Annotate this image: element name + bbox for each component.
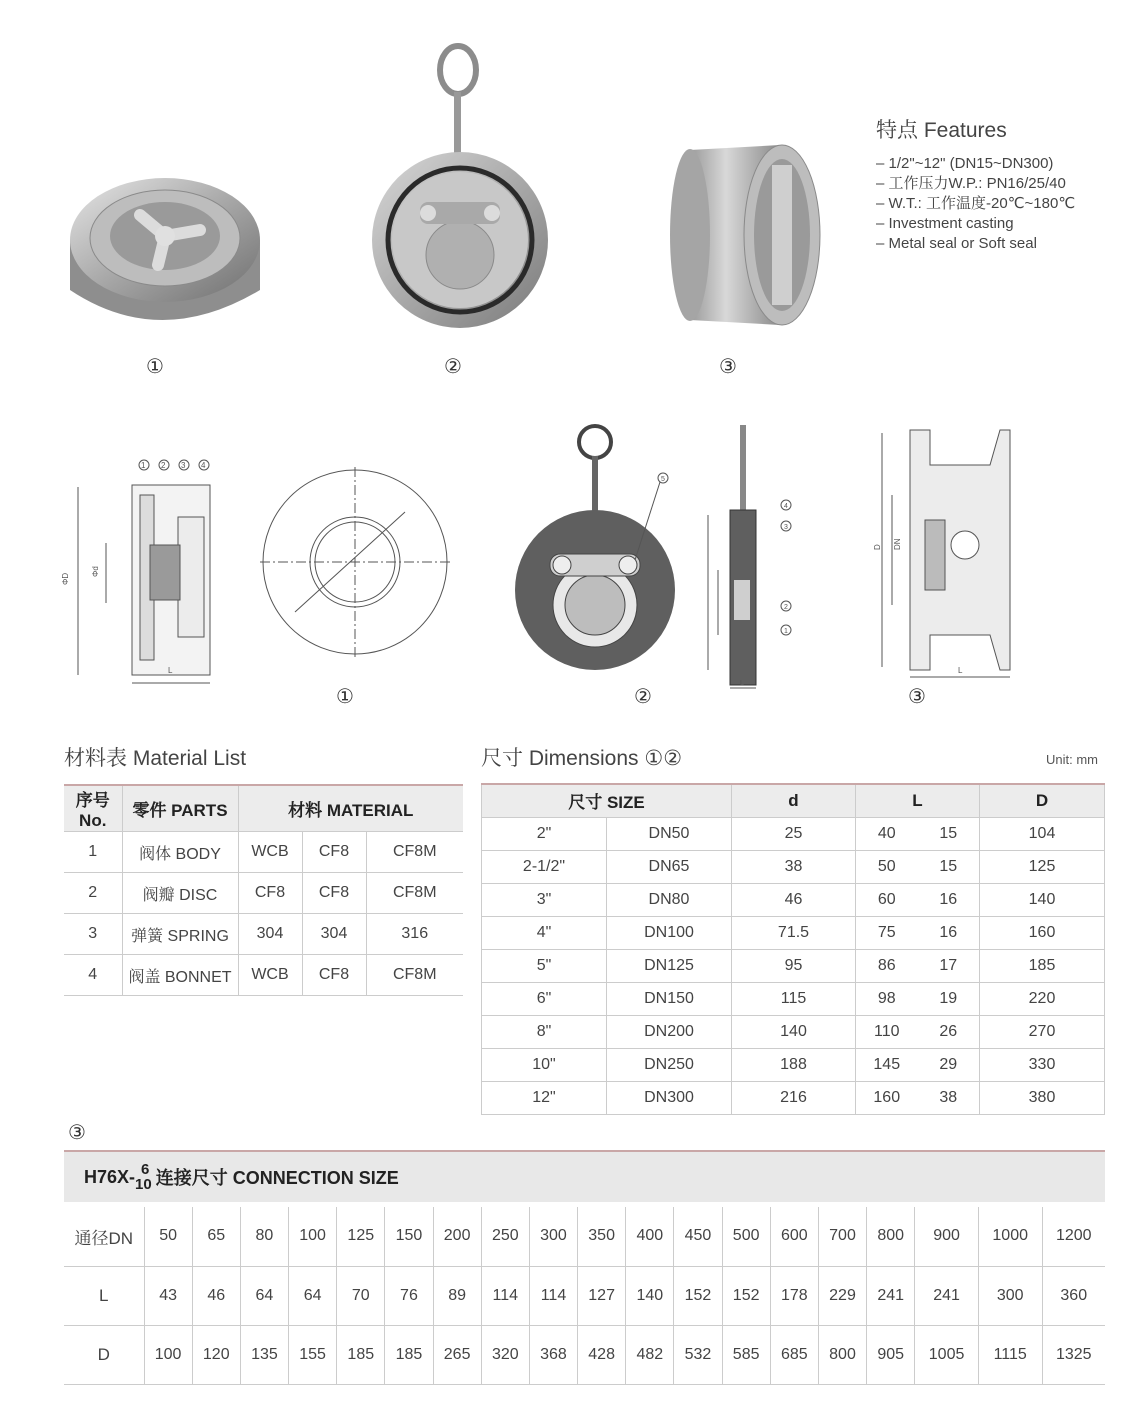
table-cell: 150 (385, 1207, 433, 1266)
table-cell: 5" (482, 949, 607, 982)
unit-label: Unit: mm (1046, 752, 1098, 767)
material-header-no: 序号No. (64, 785, 122, 832)
feature-item: – Investment casting (876, 214, 1116, 234)
table-cell: 50 (856, 850, 918, 883)
table-row (482, 817, 1105, 850)
table-cell: 115 (732, 982, 856, 1015)
table-cell: 12" (482, 1081, 607, 1114)
material-header-parts: 零件 PARTS (122, 785, 238, 832)
table-cell: 76 (385, 1266, 433, 1325)
table-cell: 250 (481, 1207, 529, 1266)
svg-text:1: 1 (141, 461, 146, 470)
table-row: 1 阀体 BODY WCB CF8 CF8M (64, 832, 463, 873)
connection-title: 连接尺寸 CONNECTION SIZE (155, 1168, 399, 1188)
table-cell: 152 (722, 1266, 770, 1325)
table-cell: 188 (732, 1048, 856, 1081)
table-cell: 15 (918, 850, 980, 883)
table-cell: 380 (980, 1081, 1105, 1114)
svg-text:2: 2 (161, 461, 166, 470)
photo-label-1: ① (146, 356, 164, 378)
table-row (482, 883, 1105, 916)
connection-marker: ③ (68, 1122, 86, 1144)
table-cell: 1005 (915, 1325, 979, 1384)
row-label: L (64, 1266, 144, 1325)
table-cell: 185 (337, 1325, 385, 1384)
feature-item: – 工作压力W.P.: PN16/25/40 (876, 174, 1116, 194)
table-cell: 350 (578, 1207, 626, 1266)
dimensions-table (481, 783, 1105, 1115)
svg-text:2: 2 (784, 604, 788, 611)
feature-item: – Metal seal or Soft seal (876, 234, 1116, 254)
table-cell: DN200 (607, 1015, 732, 1048)
table-cell: 104 (980, 817, 1105, 850)
table-cell: 140 (626, 1266, 674, 1325)
svg-text:4: 4 (784, 503, 788, 510)
table-cell: 75 (856, 916, 918, 949)
svg-text:L: L (958, 666, 963, 675)
table-cell: 38 (732, 850, 856, 883)
table-cell: 300 (529, 1207, 577, 1266)
table-row: 3 弹簧 SPRING 304 304 316 (64, 914, 463, 955)
drawing-label-3: ③ (908, 686, 926, 708)
dimensions-title: 尺寸 Dimensions ①② (481, 747, 683, 770)
table-cell: 140 (732, 1015, 856, 1048)
table-cell: 178 (770, 1266, 818, 1325)
table-cell: 98 (856, 982, 918, 1015)
table-cell: 6" (482, 982, 607, 1015)
table-cell: 19 (918, 982, 980, 1015)
table-cell: 8" (482, 1015, 607, 1048)
table-cell: 700 (818, 1207, 866, 1266)
dim-header-size: 尺寸 SIZE (482, 784, 732, 817)
drawing-3-section (870, 425, 1030, 685)
table-cell: 114 (481, 1266, 529, 1325)
table-cell: 114 (529, 1266, 577, 1325)
table-cell: 185 (980, 949, 1105, 982)
table-cell: 135 (240, 1325, 288, 1384)
table-cell: 80 (240, 1207, 288, 1266)
table-cell: 1000 (978, 1207, 1042, 1266)
table-cell: 100 (289, 1207, 337, 1266)
dim-header-D: D (980, 784, 1105, 817)
table-cell: 70 (337, 1266, 385, 1325)
table-cell: 95 (732, 949, 856, 982)
table-cell: 86 (856, 949, 918, 982)
table-cell: 800 (867, 1207, 915, 1266)
svg-text:5: 5 (661, 476, 665, 483)
table-cell: 160 (856, 1081, 918, 1114)
table-cell: 60 (856, 883, 918, 916)
connection-header (64, 1150, 1105, 1202)
table-cell: 26 (918, 1015, 980, 1048)
table-cell: 900 (915, 1207, 979, 1266)
photo-label-3: ③ (719, 356, 737, 378)
table-cell: 100 (144, 1325, 192, 1384)
table-cell: 300 (978, 1266, 1042, 1325)
drawing-label-1: ① (336, 686, 354, 708)
table-cell: 200 (433, 1207, 481, 1266)
table-row: 4 阀盖 BONNET WCB CF8 CF8M (64, 955, 463, 996)
row-label: D (64, 1325, 144, 1384)
table-cell: 1325 (1042, 1325, 1105, 1384)
photo-single-disc-check-valve (370, 40, 550, 340)
table-cell: 368 (529, 1325, 577, 1384)
features-title: 特点 Features (876, 119, 1007, 142)
feature-item: – W.T.: 工作温度-20℃~180℃ (876, 194, 1116, 214)
svg-text:Φd: Φd (91, 566, 100, 577)
table-cell: DN50 (607, 817, 732, 850)
table-row (64, 1325, 1105, 1384)
table-cell: 38 (918, 1081, 980, 1114)
table-row: 2 阀瓣 DISC CF8 CF8 CF8M (64, 873, 463, 914)
table-cell: 4" (482, 916, 607, 949)
table-row (482, 1015, 1105, 1048)
table-cell: 25 (732, 817, 856, 850)
table-cell: 17 (918, 949, 980, 982)
table-cell: 905 (867, 1325, 915, 1384)
model-prefix: H76X- (84, 1166, 136, 1187)
table-row (482, 949, 1105, 982)
table-cell: 140 (980, 883, 1105, 916)
table-cell: 29 (918, 1048, 980, 1081)
table-cell: 71.5 (732, 916, 856, 949)
svg-text:3: 3 (784, 524, 788, 531)
table-cell: 400 (626, 1207, 674, 1266)
connection-table (64, 1207, 1105, 1385)
table-cell: 685 (770, 1325, 818, 1384)
drawing-2-front (515, 420, 685, 675)
table-cell: DN100 (607, 916, 732, 949)
table-row (482, 1081, 1105, 1114)
table-cell: 127 (578, 1266, 626, 1325)
table-cell: 10" (482, 1048, 607, 1081)
table-cell: DN80 (607, 883, 732, 916)
table-cell: 16 (918, 916, 980, 949)
model-sub: 10 (135, 1176, 152, 1193)
table-cell: 3" (482, 883, 607, 916)
table-cell: 1115 (978, 1325, 1042, 1384)
material-table (64, 784, 463, 996)
table-cell: 241 (867, 1266, 915, 1325)
table-cell: 155 (289, 1325, 337, 1384)
table-cell: 330 (980, 1048, 1105, 1081)
svg-text:ΦD: ΦD (61, 572, 70, 585)
table-row (482, 982, 1105, 1015)
table-cell: 265 (433, 1325, 481, 1384)
table-cell: 532 (674, 1325, 722, 1384)
model-sup: 6 (141, 1161, 150, 1178)
table-cell: 125 (980, 850, 1105, 883)
table-cell: 152 (674, 1266, 722, 1325)
table-cell: 585 (722, 1325, 770, 1384)
photo-dual-plate-check-valve (660, 140, 830, 340)
table-cell: 229 (818, 1266, 866, 1325)
table-cell: 89 (433, 1266, 481, 1325)
table-row (64, 1266, 1105, 1325)
table-cell: 125 (337, 1207, 385, 1266)
table-cell: 46 (732, 883, 856, 916)
table-cell: DN250 (607, 1048, 732, 1081)
table-cell: 160 (980, 916, 1105, 949)
table-cell: 600 (770, 1207, 818, 1266)
drawing-2-side (700, 420, 800, 695)
table-cell: 241 (915, 1266, 979, 1325)
table-cell: 16 (918, 883, 980, 916)
material-header-material: 材料 MATERIAL (238, 785, 463, 832)
table-cell: 216 (732, 1081, 856, 1114)
material-list-title: 材料表 Material List (64, 747, 247, 770)
table-cell: 43 (144, 1266, 192, 1325)
table-cell: 46 (192, 1266, 240, 1325)
photo-label-2: ② (444, 356, 462, 378)
table-cell: 50 (144, 1207, 192, 1266)
svg-text:D: D (873, 544, 882, 550)
table-cell: 40 (856, 817, 918, 850)
table-cell: DN150 (607, 982, 732, 1015)
svg-text:4: 4 (201, 461, 206, 470)
table-cell: 450 (674, 1207, 722, 1266)
table-cell: 65 (192, 1207, 240, 1266)
drawing-label-2: ② (634, 686, 652, 708)
features-block (876, 114, 1116, 254)
table-row (482, 1048, 1105, 1081)
drawing-1-front (255, 462, 455, 672)
svg-text:1: 1 (784, 628, 788, 635)
table-cell: 145 (856, 1048, 918, 1081)
feature-item: – 1/2"~12" (DN15~DN300) (876, 154, 1116, 174)
table-cell: 800 (818, 1325, 866, 1384)
drawing-1-section (60, 455, 220, 690)
table-cell: 270 (980, 1015, 1105, 1048)
table-row (64, 1207, 1105, 1266)
table-cell: 15 (918, 817, 980, 850)
table-cell: 2" (482, 817, 607, 850)
svg-text:3: 3 (181, 461, 186, 470)
table-cell: 500 (722, 1207, 770, 1266)
table-cell: 2-1/2" (482, 850, 607, 883)
photo-wafer-check-valve (60, 160, 270, 340)
table-cell: 482 (626, 1325, 674, 1384)
table-cell: 110 (856, 1015, 918, 1048)
svg-text:L: L (740, 680, 744, 687)
dim-header-d: d (732, 784, 856, 817)
table-row (482, 916, 1105, 949)
dim-header-l: L (856, 784, 980, 817)
svg-text:DN: DN (893, 538, 902, 550)
table-cell: 1200 (1042, 1207, 1105, 1266)
table-cell: 320 (481, 1325, 529, 1384)
table-cell: 64 (240, 1266, 288, 1325)
table-cell: DN300 (607, 1081, 732, 1114)
svg-text:L: L (168, 666, 173, 675)
table-cell: 220 (980, 982, 1105, 1015)
table-cell: 120 (192, 1325, 240, 1384)
table-cell: 428 (578, 1325, 626, 1384)
table-cell: 64 (289, 1266, 337, 1325)
table-cell: 185 (385, 1325, 433, 1384)
table-cell: DN125 (607, 949, 732, 982)
table-cell: 360 (1042, 1266, 1105, 1325)
table-cell: DN65 (607, 850, 732, 883)
row-label: 通径DN (64, 1207, 144, 1266)
table-row (482, 850, 1105, 883)
